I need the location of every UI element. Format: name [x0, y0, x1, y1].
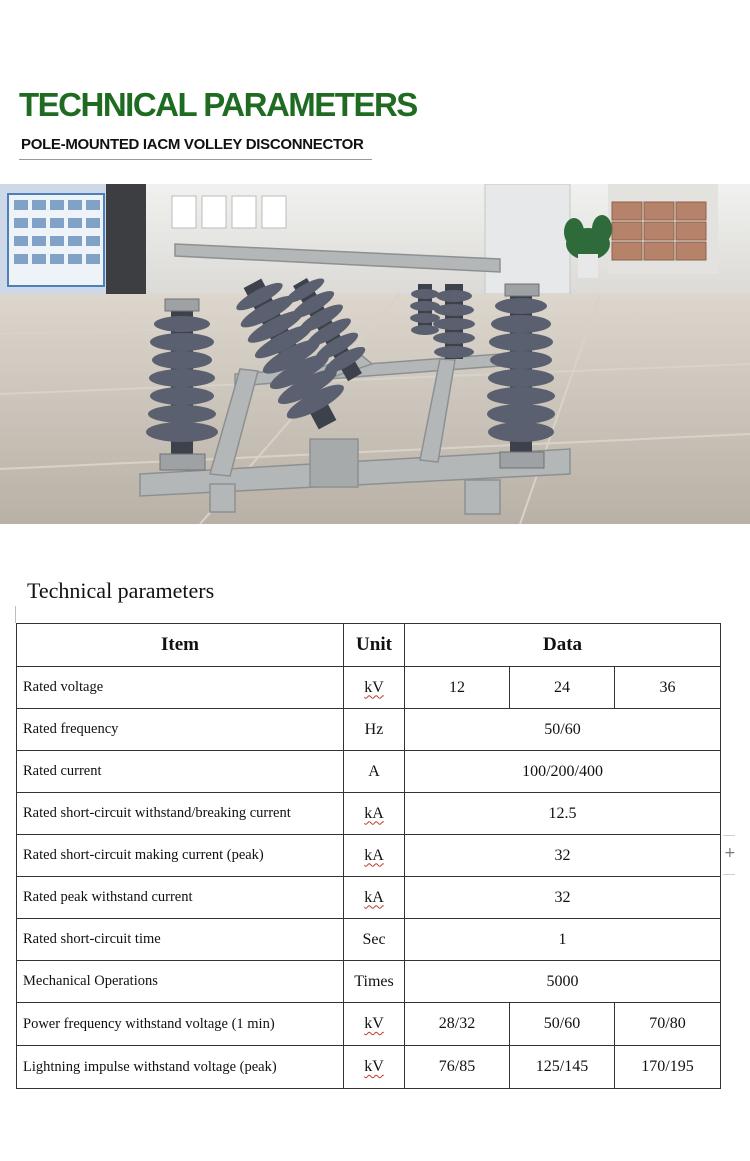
row-item: Rated frequency: [17, 709, 344, 751]
row-value: 12: [405, 667, 510, 709]
row-value: 170/195: [615, 1046, 721, 1089]
row-unit: Sec: [344, 919, 405, 961]
row-value: 5000: [405, 961, 721, 1003]
table-row: [17, 751, 721, 793]
row-unit: Times: [344, 961, 405, 1003]
row-value: 50/60: [405, 709, 721, 751]
table-row: [17, 877, 721, 919]
floor: [0, 294, 750, 524]
row-value: 12.5: [405, 793, 721, 835]
row-unit: A: [344, 751, 405, 793]
row-item: Rated short-circuit making current (peak): [17, 835, 344, 877]
row-value: 24: [510, 667, 615, 709]
left-edge-marker: [15, 606, 16, 623]
row-item: Rated peak withstand current: [17, 877, 344, 919]
plus-icon[interactable]: +: [724, 845, 736, 861]
row-item: Rated voltage: [17, 667, 344, 709]
product-photo: [0, 184, 750, 524]
row-value: 32: [405, 835, 721, 877]
row-unit: kV: [344, 667, 405, 709]
subtitle-underline: [19, 159, 372, 160]
section-title: Technical parameters: [27, 578, 215, 603]
table-row: [17, 961, 721, 1003]
row-value: 36: [615, 667, 721, 709]
row-unit: Hz: [344, 709, 405, 751]
row-item: Rated short-circuit time: [17, 919, 344, 961]
table-row: [17, 793, 721, 835]
header-unit: Unit: [344, 624, 405, 667]
row-value: 1: [405, 919, 721, 961]
row-item: Mechanical Operations: [17, 961, 344, 1003]
row-item: Power frequency withstand voltage (1 min): [17, 1003, 344, 1046]
row-value: 50/60: [510, 1003, 615, 1046]
row-value: 70/80: [615, 1003, 721, 1046]
door: [485, 184, 570, 294]
row-value: 125/145: [510, 1046, 615, 1089]
header-item: Item: [17, 624, 344, 667]
boxes: [612, 202, 706, 260]
row-value: 32: [405, 877, 721, 919]
row-unit: kV: [344, 1046, 405, 1089]
table-row: [17, 1003, 721, 1046]
header-data: Data: [405, 624, 721, 667]
row-unit: kA: [344, 835, 405, 877]
page-subtitle: POLE-MOUNTED IACM VOLLEY DISCONNECTOR: [21, 136, 364, 153]
row-unit: kV: [344, 1003, 405, 1046]
row-unit: kA: [344, 793, 405, 835]
page-title: TECHNICAL PARAMETERS: [19, 86, 417, 123]
row-value: 76/85: [405, 1046, 510, 1089]
table-row: [17, 1046, 721, 1089]
row-item: Lightning impulse withstand voltage (peak): [17, 1046, 344, 1089]
parameters-table: [16, 623, 721, 1089]
row-unit: kA: [344, 877, 405, 919]
row-item: Rated current: [17, 751, 344, 793]
table-row: [17, 835, 721, 877]
table-header-row: [17, 624, 721, 667]
row-item: Rated short-circuit withstand/breaking current: [17, 793, 344, 835]
table-row: [17, 667, 721, 709]
row-value: 28/32: [405, 1003, 510, 1046]
row-value: 100/200/400: [405, 751, 721, 793]
table-row: [17, 919, 721, 961]
table-row: [17, 709, 721, 751]
